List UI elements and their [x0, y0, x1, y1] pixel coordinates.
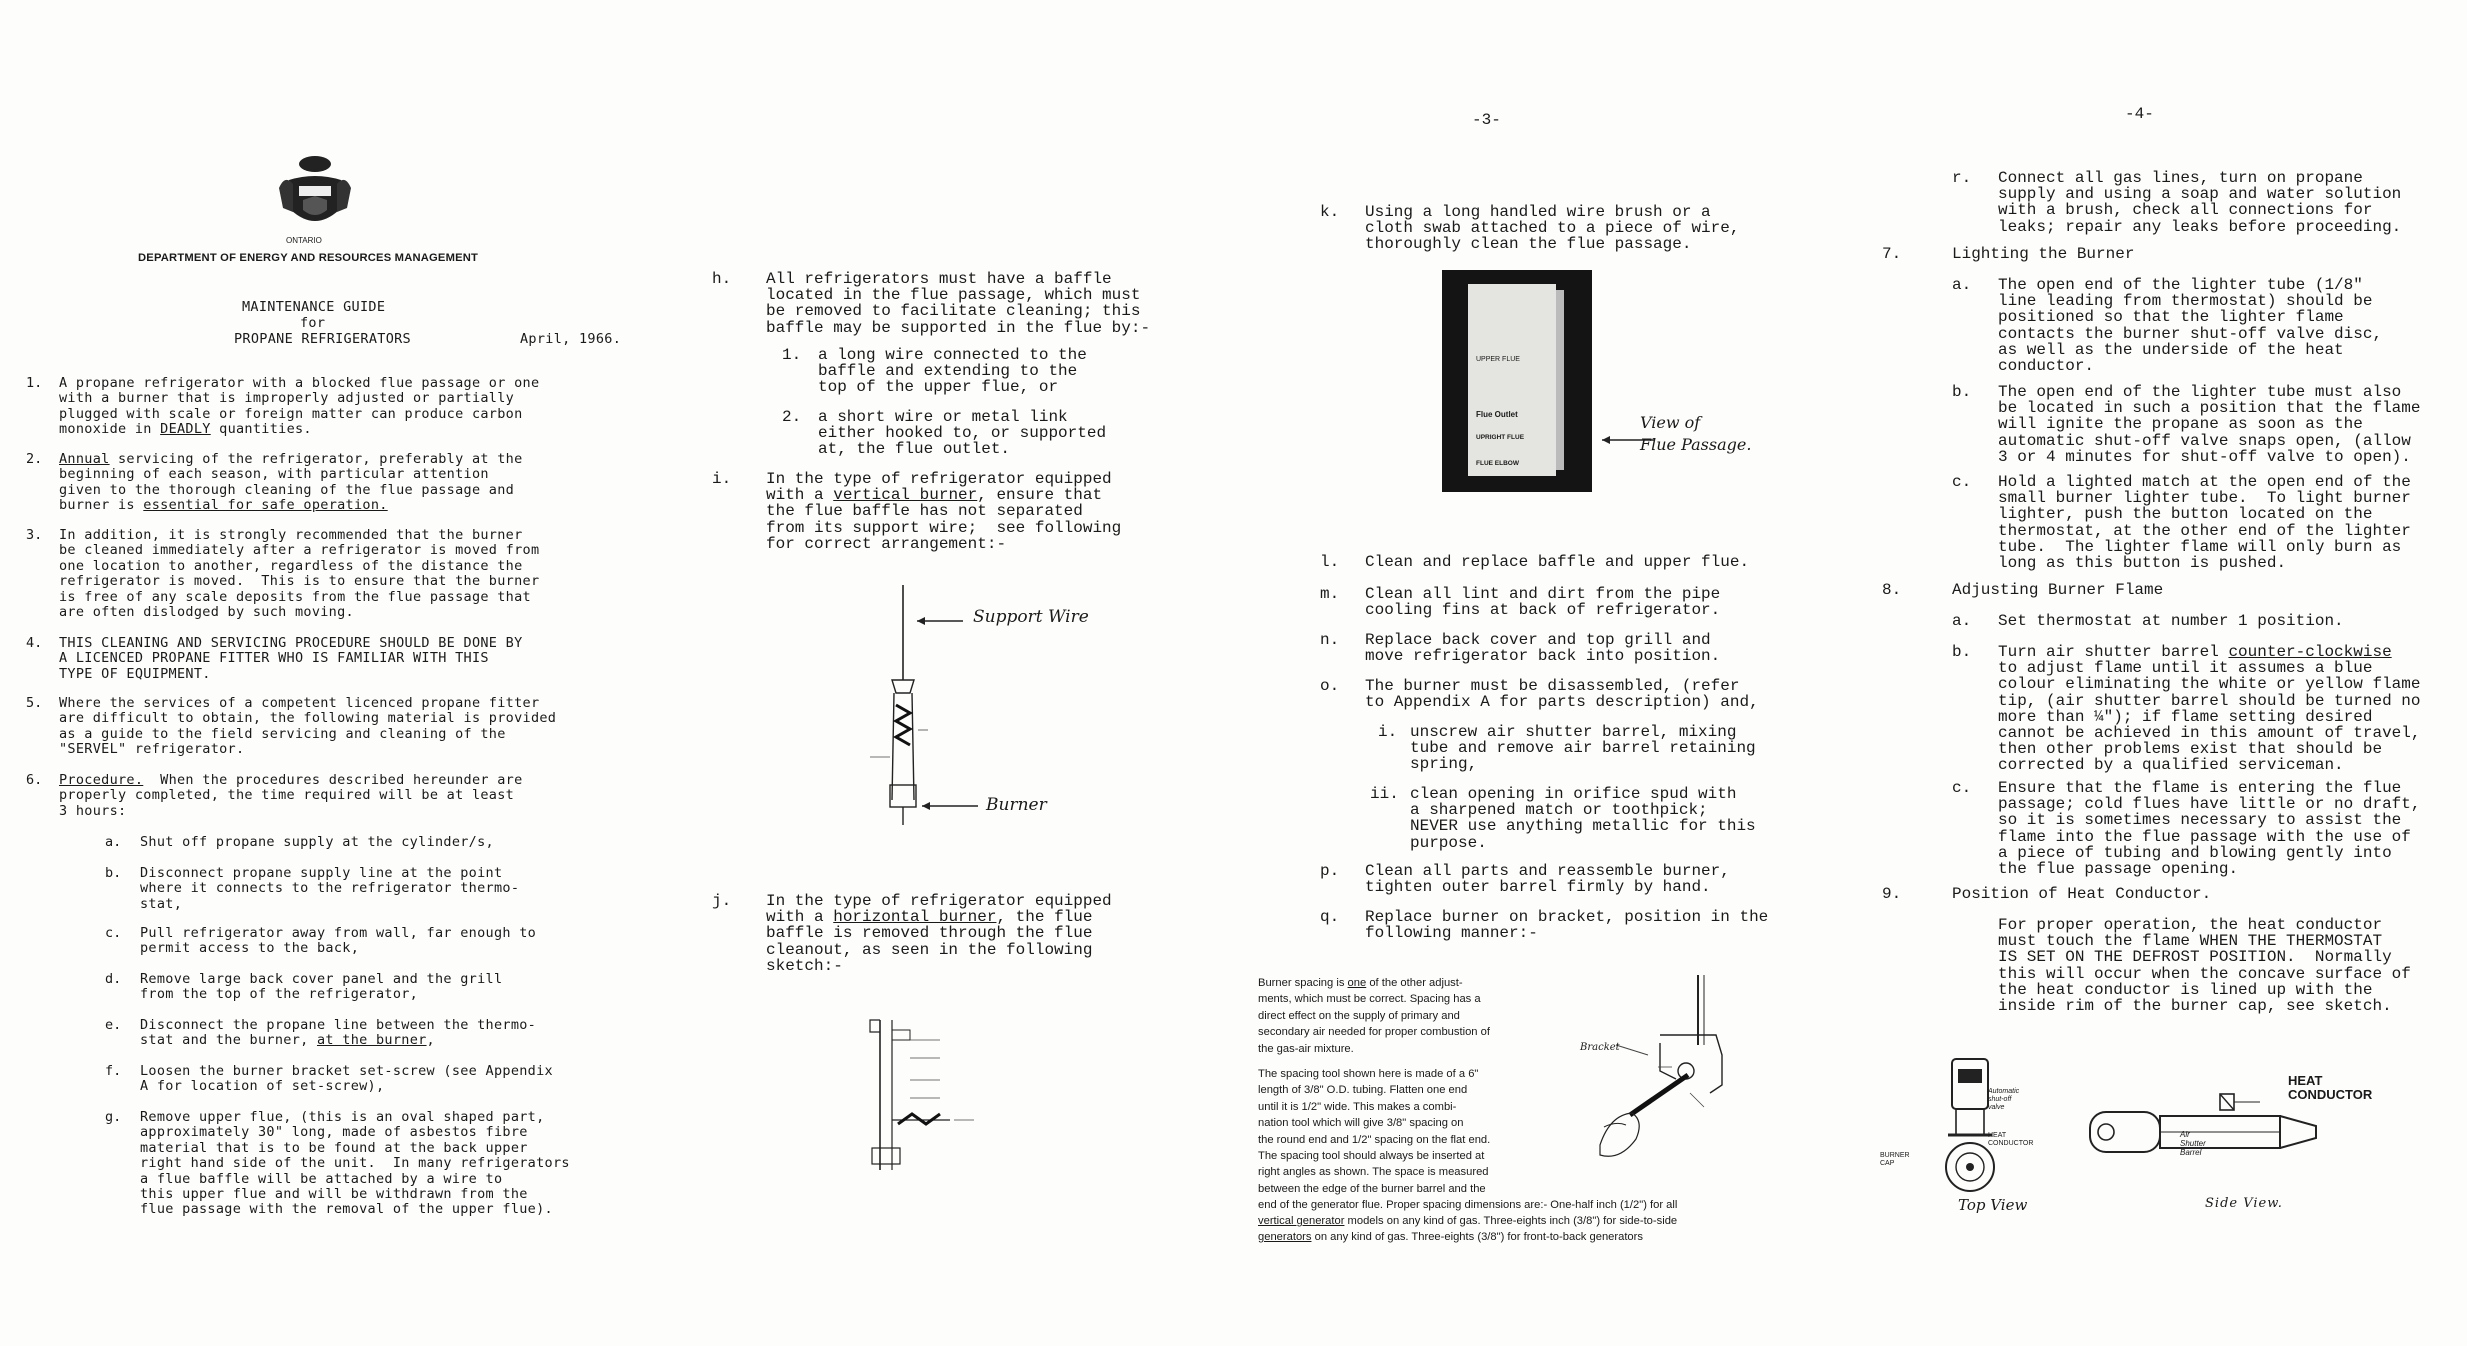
marker: a.: [1952, 612, 1972, 630]
marker: b.: [1952, 383, 1972, 401]
marker: i.: [1378, 723, 1398, 741]
step-g: Remove upper flue, (this is an oval shaped part, approximately 30" long, made of asbestos fibre material that is to be found at the back upper right hand side of the unit. In many refrigerators a flue baffle will be attached by a wire to this upper flue and will be withdrawn from the flue passage with the removal of the upper flue).: [140, 1109, 570, 1218]
step-l: Clean and replace baffle and upper flue.: [1365, 553, 1750, 571]
photo-label: UPRIGHT FLUE: [1476, 434, 1525, 441]
title-line-1: MAINTENANCE GUIDE: [242, 299, 386, 315]
step-a: Shut off propane supply at the cylinder/s,: [140, 834, 494, 850]
step-i: In the type of refrigerator equipped with a vertical burner, ensure that the flue baffle has not separated from its support wire; see following for correct arrangement:-: [766, 470, 1122, 553]
section-7-heading: Lighting the Burner: [1952, 245, 2135, 263]
marker: q.: [1320, 908, 1340, 926]
step-c: Pull refrigerator away from wall, far enough to permit access to the back,: [140, 925, 537, 957]
marker: f.: [105, 1063, 122, 1079]
heat-conductor-label: HEAT CONDUCTOR: [2288, 1073, 2373, 1102]
marker: o.: [1320, 677, 1340, 695]
photo-label: FLUE ELBOW: [1476, 460, 1519, 467]
horizontal-burner-sketch: [850, 1010, 990, 1180]
step-8b: Turn air shutter barrel counter-clockwise to adjust flame until it assumes a blue colour eliminating the white or yellow flame tip, (air shutter barrel should be turned no more than ¼"); if flame setting desired cannot be achieved in this amount of travel, then other problems exist that should be corrected by a qualified serviceman.: [1998, 643, 2421, 775]
arrow-icon: [915, 615, 965, 627]
photo-label: Flue Outlet: [1476, 410, 1518, 419]
step-7c: Hold a lighted match at the open end of the small burner lighter tube. To light burner lighter, push the button located on the thermostat, at the other end of the lighter tube. The lighter flame will only burn as long as this button is pushed.: [1998, 473, 2411, 573]
step-q: Replace burner on bracket, position in the following manner:-: [1365, 908, 1769, 943]
flue-passage-photo: [1442, 270, 1592, 492]
marker: a.: [105, 834, 122, 850]
page-number: -4-: [2125, 105, 2154, 123]
step-7a: The open end of the lighter tube (1/8" line leading from thermostat) should be positioned so that the lighter flame contacts the burner shut-off valve disc, as well as the underside of the heat conductor.: [1998, 276, 2383, 376]
paragraph-5: Where the services of a competent licenced propane fitter are difficult to obtain, the following material is provided as a guide to the field servicing and cleaning of the "SERVEL" refrigerator.: [59, 695, 557, 758]
step-o: The burner must be disassembled, (refer to Appendix A for parts description) and,: [1365, 677, 1759, 712]
paragraph-6: Procedure. When the procedures described hereunder are properly completed, the time required will be at least 3 hours:: [59, 772, 523, 819]
marker: c.: [1952, 779, 1972, 797]
spacing-note-2: The spacing tool shown here is made of a 6" length of 3/8" O.D. tubing. Flatten one end until it is 1/2" wide. This makes a combi- nation tool which will give 3/8" spacing on the round end and 1/2" spacing on the flat end. The spacing tool should always be inserted at right angles as shown. The space is measured between the edge of the burner barrel and the end of the generator flue. Proper spacing dimensions are:- One-half inch (1/2") for all: [1258, 1068, 1678, 1212]
step-h: All refrigerators must have a baffle located in the flue passage, which must be removed to facilitate cleaning; this baffle may be supported in the flue by:-: [766, 270, 1151, 337]
spacing-note-1: Burner spacing is one of the other adjust- ments, which must be correct. Spacing has a direct effect on the supply of primary and secondary air needed for proper combustion of the gas-air mixture.: [1258, 977, 1490, 1055]
crest-label: ONTARIO: [286, 236, 322, 245]
department-heading: DEPARTMENT OF ENERGY AND RESOURCES MANAGEMENT: [138, 252, 479, 264]
marker: 2.: [782, 408, 802, 426]
marker: n.: [1320, 631, 1340, 649]
marker: 1.: [782, 346, 802, 364]
marker: 3.: [26, 527, 43, 543]
marker: ii.: [1370, 785, 1399, 803]
step-d: Remove large back cover panel and the grill from the top of the refrigerator,: [140, 971, 503, 1003]
marker: 6.: [26, 772, 43, 788]
title-line-3: PROPANE REFRIGERATORS: [234, 331, 411, 347]
section-8-heading: Adjusting Burner Flame: [1952, 581, 2164, 599]
top-view-label: Top View: [1958, 1196, 2028, 1214]
marker: h.: [712, 270, 732, 288]
marker: j.: [712, 892, 732, 910]
marker: 5.: [26, 695, 43, 711]
step-p: Clean all parts and reassemble burner, tighten outer barrel firmly by hand.: [1365, 862, 1730, 897]
marker: k.: [1320, 203, 1340, 221]
marker: 9.: [1882, 885, 1902, 903]
burner-cap-label: BURNER CAP: [1880, 1152, 1910, 1167]
section-9-heading: Position of Heat Conductor.: [1952, 885, 2212, 903]
ontario-crest-icon: [275, 150, 355, 238]
marker: i.: [712, 470, 732, 488]
section-9-text: For proper operation, the heat conductor must touch the flame WHEN THE THERMOSTAT IS SET ON THE DEFROST POSITION. Normally this will occur when the concave surface of the heat conductor is lined up with the inside rim of the burner cap, see sketch.: [1998, 916, 2411, 1016]
burner-label: Burner: [986, 795, 1047, 815]
step-j: In the type of refrigerator equipped with a horizontal burner, the flue baffle is removed through the flue cleanout, as seen in the following sketch:-: [766, 892, 1112, 975]
marker: a.: [1952, 276, 1972, 294]
bracket-label: Bracket: [1580, 1042, 1620, 1053]
top-view-sketch: [1930, 1055, 2010, 1195]
step-k: Using a long handled wire brush or a cloth swab attached to a piece of wire, thoroughly clean the flue passage.: [1365, 203, 1740, 254]
paragraph-1: A propane refrigerator with a blocked flue passage or one with a burner that is improperly adjusted or partially plugged with scale or foreign matter can produce carbon monoxide in DEADLY quantities.: [59, 375, 540, 438]
page-1: [0, 0, 690, 1346]
marker: e.: [105, 1017, 122, 1033]
paragraph-3: In addition, it is strongly recommended that the burner be cleaned immediately after a refrigerator is moved from one location to another, regardless of the distance the refrigerator is moved. This is to ensure that the burner is free of any scale deposits from the flue passage that are often dislodged by such moving.: [59, 527, 540, 621]
marker: c.: [105, 925, 122, 941]
marker: 2.: [26, 451, 43, 467]
marker: g.: [105, 1109, 122, 1125]
page-3: [1260, 0, 1870, 1346]
marker: r.: [1952, 169, 1972, 187]
page-2: [690, 0, 1260, 1346]
paragraph-2: Annual servicing of the refrigerator, preferably at the beginning of each season, with particular attention given to the thorough cleaning of the flue passage and burner is essential for safe operation.: [59, 451, 523, 514]
photo-label: UPPER FLUE: [1476, 356, 1520, 363]
side-view-label: Side View.: [2205, 1196, 2283, 1211]
support-wire-label: Support Wire: [973, 607, 1089, 627]
spacing-tool-sketch: [1580, 975, 1740, 1180]
marker: b.: [1952, 643, 1972, 661]
step-e: Disconnect the propane line between the thermo- stat and the burner, at the burner,: [140, 1017, 537, 1049]
heat-conductor-small-label: HEAT CONDUCTOR: [1988, 1132, 2034, 1147]
spacing-note-3: vertical generator models on any kind of gas. Three-eights inch (3/8") for side-to-side: [1258, 1215, 1678, 1227]
step-o-i: unscrew air shutter barrel, mixing tube and remove air barrel retaining spring,: [1410, 723, 1756, 774]
arrow-icon: [920, 800, 980, 812]
step-h-1: a long wire connected to the baffle and extending to the top of the upper flue, or: [818, 346, 1087, 397]
step-b: Disconnect propane supply line at the point where it connects to the refrigerator thermo- stat,: [140, 865, 520, 912]
step-n: Replace back cover and top grill and move refrigerator back into position.: [1365, 631, 1721, 666]
marker: m.: [1320, 585, 1340, 603]
air-shutter-label: Air Shutter Barrel: [2180, 1130, 2206, 1157]
step-7b: The open end of the lighter tube must also be located in such a position that the flame will ignite the propane as soon as the automatic shut-off valve snaps open, (allow 3 or 4 minutes for shut-off valve to open).: [1998, 383, 2421, 466]
step-m: Clean all lint and dirt from the pipe cooling fins at back of refrigerator.: [1365, 585, 1721, 620]
page-4: [1870, 0, 2467, 1346]
step-8a: Set thermostat at number 1 position.: [1998, 612, 2344, 630]
marker: p.: [1320, 862, 1340, 880]
step-o-ii: clean opening in orifice spud with a sharpened match or toothpick; NEVER use anything metallic for this purpose.: [1410, 785, 1756, 852]
marker: 8.: [1882, 581, 1902, 599]
marker: d.: [105, 971, 122, 987]
step-h-2: a short wire or metal link either hooked to, or supported at, the flue outlet.: [818, 408, 1107, 459]
view-of-flue-label: View of Flue Passage.: [1640, 413, 1752, 454]
page-number: -3-: [1472, 111, 1501, 129]
spacing-note-4: generators on any kind of gas. Three-eights (3/8") for front-to-back generators: [1258, 1231, 1643, 1243]
marker: 1.: [26, 375, 43, 391]
marker: l.: [1320, 553, 1340, 571]
marker: b.: [105, 865, 122, 881]
date: April, 1966.: [520, 331, 622, 347]
marker: 7.: [1882, 245, 1902, 263]
title-line-2: for: [300, 315, 326, 331]
marker: c.: [1952, 473, 1972, 491]
step-f: Loosen the burner bracket set-screw (see Appendix A for location of set-screw),: [140, 1063, 553, 1095]
marker: 4.: [26, 635, 43, 651]
paragraph-4: THIS CLEANING AND SERVICING PROCEDURE SHOULD BE DONE BY A LICENCED PROPANE FITTER WHO IS FAMILIAR WITH THIS TYPE OF EQUIPMENT.: [59, 635, 523, 682]
step-r: Connect all gas lines, turn on propane supply and using a soap and water solution with a brush, check all connections for leaks; repair any leaks before proceeding.: [1998, 169, 2402, 236]
step-8c: Ensure that the flame is entering the flue passage; cold flues have little or no draft, so it is sometimes necessary to assist the flame into the flue passage with the use of a piece of tubing and blowing gently into the flue passage opening.: [1998, 779, 2421, 879]
valve-label: Automatic shut-off valve: [1988, 1088, 2020, 1111]
